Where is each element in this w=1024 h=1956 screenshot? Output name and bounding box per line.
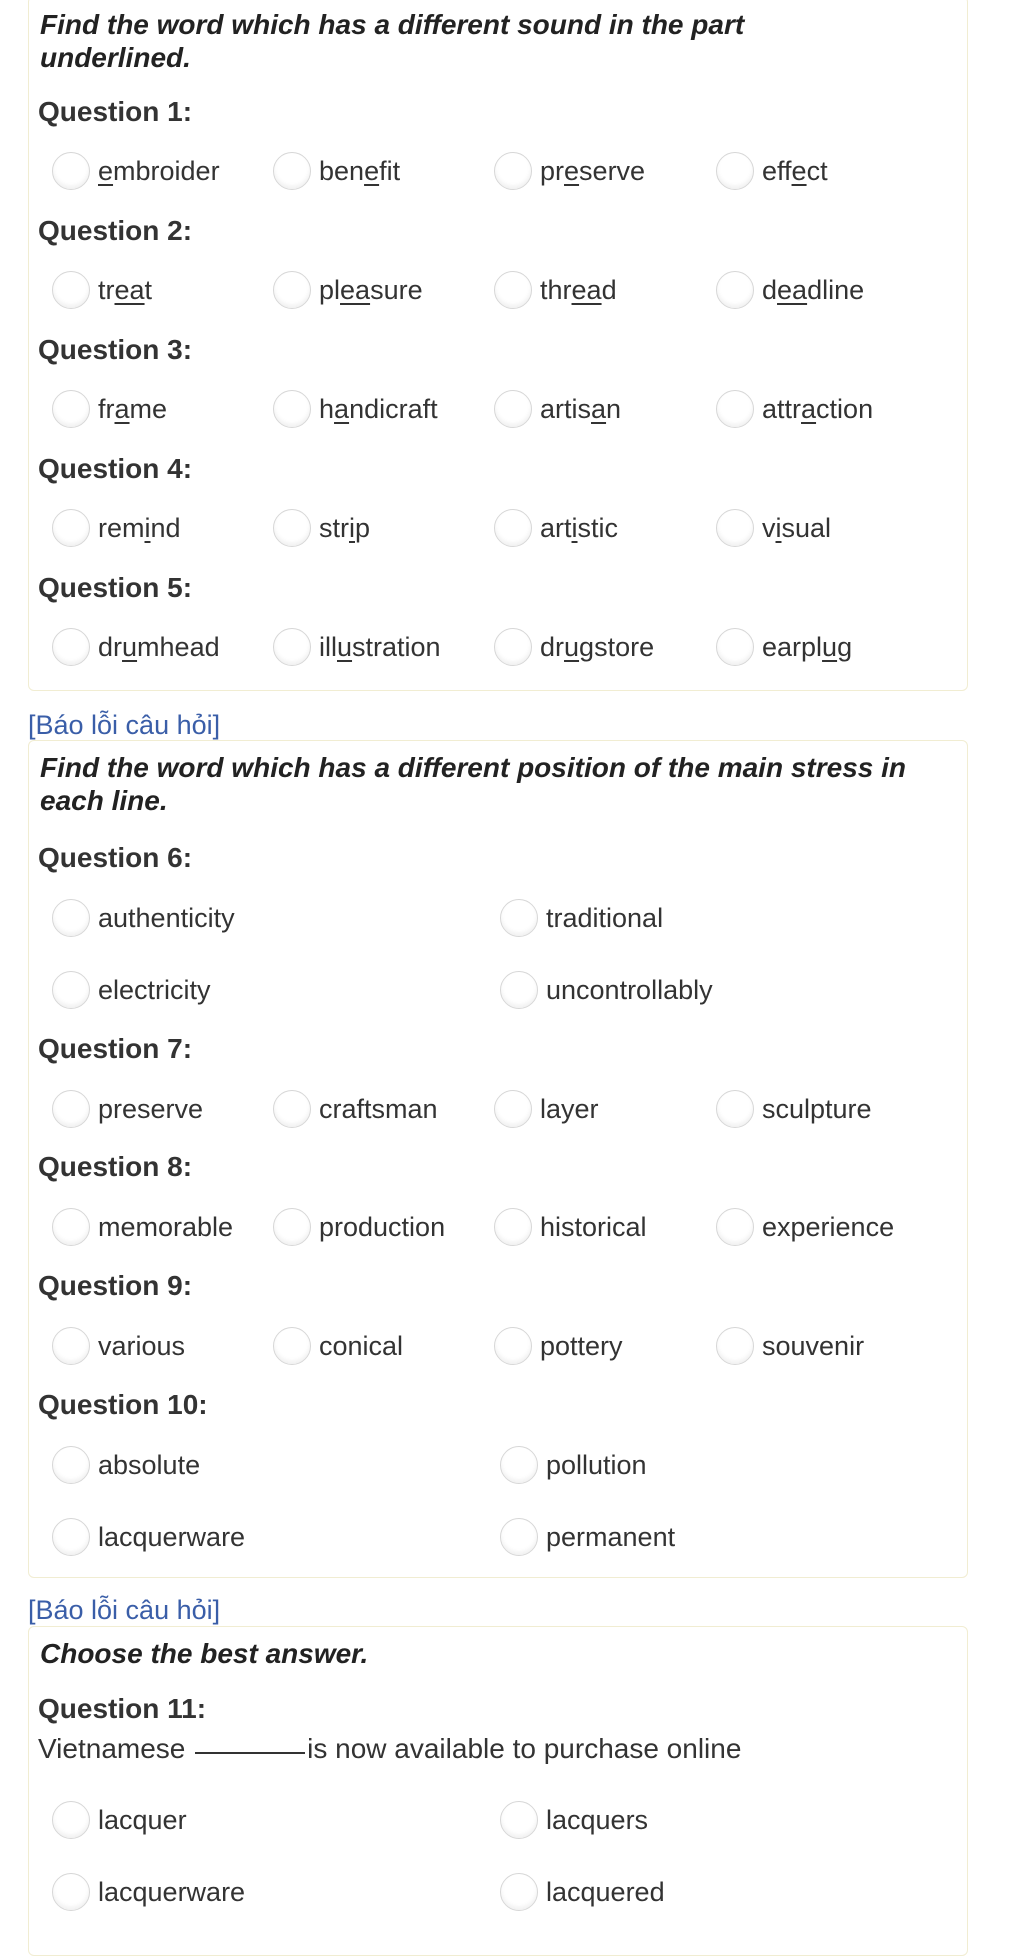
report-question-link[interactable]: [Báo lỗi câu hỏi] (28, 1595, 221, 1625)
option-text-pre: fr (98, 393, 115, 424)
option-label: permanent (546, 1521, 676, 1552)
option-text-under: a (114, 393, 130, 424)
option-text-post: stration (352, 631, 441, 662)
radio-button[interactable] (494, 1327, 532, 1365)
option-label (540, 275, 617, 306)
option-text-pre: art (540, 512, 572, 543)
option-text-pre: dr (98, 631, 123, 662)
answer-option[interactable] (494, 268, 617, 312)
option-label: souvenir (762, 1330, 865, 1361)
answer-option[interactable] (52, 625, 220, 669)
option-text-under: e (98, 155, 114, 186)
section3-instruction: Choose the best answer. (40, 1638, 369, 1669)
option-label: conical (319, 1330, 404, 1361)
option-text-post: ction (816, 393, 874, 424)
question-title: Question 9: (38, 1270, 193, 1301)
answer-option[interactable] (716, 268, 864, 312)
option-text-under: e (791, 155, 807, 186)
radio-button[interactable] (500, 899, 538, 937)
radio-button[interactable] (52, 1801, 90, 1839)
answer-option[interactable] (52, 268, 152, 312)
option-label (98, 275, 152, 306)
option-label: preserve (98, 1093, 204, 1124)
option-text-pre: ben (319, 155, 365, 186)
option-label: electricity (98, 974, 211, 1005)
option-label: experience (762, 1211, 895, 1242)
radio-button[interactable] (500, 971, 538, 1009)
option-label: lacquerware (98, 1521, 246, 1552)
radio-button[interactable] (273, 1327, 311, 1365)
option-text-pre: ill (319, 631, 337, 662)
radio-button[interactable] (494, 271, 532, 309)
answer-option[interactable] (500, 1515, 675, 1559)
option-text-under: a (334, 393, 350, 424)
radio-button[interactable] (52, 1446, 90, 1484)
option-text-pre: v (762, 512, 776, 543)
answer-option[interactable] (494, 1205, 647, 1249)
answer-option[interactable] (500, 1870, 665, 1914)
radio-button[interactable] (52, 1327, 90, 1365)
radio-button[interactable] (273, 152, 311, 190)
option-text-post: me (129, 393, 168, 424)
answer-option[interactable] (273, 1205, 445, 1249)
option-label: uncontrollably (546, 974, 713, 1005)
option-label: traditional (546, 902, 664, 933)
radio-button[interactable] (52, 271, 90, 309)
option-text-post: stic (577, 512, 619, 543)
radio-button[interactable] (716, 390, 754, 428)
radio-button[interactable] (494, 1090, 532, 1128)
answer-option[interactable] (52, 506, 181, 550)
answer-option[interactable] (273, 506, 370, 550)
option-text-under: u (564, 631, 580, 662)
option-label (762, 513, 831, 544)
answer-option[interactable] (716, 506, 831, 550)
answer-option[interactable] (273, 1324, 403, 1368)
question-title: Question 1: (38, 96, 193, 127)
radio-button[interactable] (52, 1873, 90, 1911)
question-title: Question 8: (38, 1151, 193, 1182)
answer-option[interactable] (716, 625, 852, 669)
option-text-under: u (822, 631, 838, 662)
option-label: lacquers (546, 1804, 649, 1835)
answer-blank (195, 1752, 305, 1754)
option-label: authenticity (98, 902, 235, 933)
option-text-post: fit (379, 155, 401, 186)
option-text-under: e (564, 155, 580, 186)
option-text-pre: tr (98, 274, 115, 305)
question-title: Question 11: (38, 1693, 207, 1724)
option-label: absolute (98, 1449, 201, 1480)
radio-button[interactable] (273, 509, 311, 547)
option-text-under: ea (340, 274, 371, 305)
option-text-post: p (355, 512, 371, 543)
section1-instruction: Find the word which has a different sound in the part underlined. (40, 9, 745, 73)
option-text-post: nd (150, 512, 181, 543)
option-label: pollution (546, 1449, 647, 1480)
option-text-pre: h (319, 393, 335, 424)
answer-option[interactable] (273, 268, 423, 312)
option-text-pre: pl (319, 274, 341, 305)
question-text-before: Vietnamese (38, 1733, 194, 1764)
radio-button[interactable] (273, 390, 311, 428)
radio-button[interactable] (52, 971, 90, 1009)
option-text-under: a (801, 393, 817, 424)
option-text-post: dline (807, 274, 865, 305)
question-text-after: is now available to purchase online (307, 1733, 742, 1764)
radio-button[interactable] (273, 628, 311, 666)
option-label: production (319, 1211, 446, 1242)
radio-button[interactable] (273, 1090, 311, 1128)
radio-button[interactable] (716, 152, 754, 190)
answer-option[interactable] (52, 1443, 200, 1487)
answer-option[interactable] (52, 1087, 203, 1131)
answer-option[interactable] (500, 968, 713, 1012)
answer-option[interactable] (494, 506, 618, 550)
option-label: pottery (540, 1330, 623, 1361)
radio-button[interactable] (500, 1873, 538, 1911)
answer-option[interactable] (500, 896, 663, 940)
answer-option[interactable] (52, 968, 211, 1012)
option-text-post: n (606, 393, 622, 424)
answer-option[interactable] (273, 387, 438, 431)
answer-option[interactable] (273, 1087, 438, 1131)
radio-button[interactable] (52, 509, 90, 547)
option-text-pre: dr (540, 631, 565, 662)
radio-button[interactable] (52, 1090, 90, 1128)
option-label (319, 156, 400, 187)
radio-button[interactable] (494, 628, 532, 666)
answer-option[interactable] (52, 896, 235, 940)
option-text-pre: str (319, 512, 349, 543)
option-label (98, 513, 181, 544)
option-text-post: ndicraft (349, 393, 438, 424)
option-text-pre: pr (540, 155, 565, 186)
answer-option[interactable] (500, 1798, 648, 1842)
radio-button[interactable] (716, 271, 754, 309)
radio-button[interactable] (273, 1208, 311, 1246)
radio-button[interactable] (500, 1446, 538, 1484)
option-label (319, 394, 438, 425)
radio-button[interactable] (716, 1327, 754, 1365)
answer-option[interactable] (494, 625, 654, 669)
option-text-under: ea (571, 274, 602, 305)
radio-button[interactable] (716, 628, 754, 666)
option-label (762, 275, 864, 306)
option-text-post: d (601, 274, 617, 305)
option-label (762, 394, 873, 425)
option-label: historical (540, 1211, 647, 1242)
answer-option[interactable] (716, 387, 873, 431)
option-text-under: a (591, 393, 607, 424)
radio-button[interactable] (494, 390, 532, 428)
option-text-post: sure (370, 274, 423, 305)
answer-option[interactable] (494, 387, 621, 431)
radio-button[interactable] (52, 628, 90, 666)
answer-option[interactable] (52, 1515, 245, 1559)
option-text-post: gstore (579, 631, 655, 662)
option-label (540, 513, 618, 544)
radio-button[interactable] (500, 1518, 538, 1556)
answer-option[interactable] (52, 387, 167, 431)
section2-instruction: Find the word which has a different position of the main stress in each line. (40, 752, 907, 816)
option-text-under: e (364, 155, 380, 186)
option-text-post: mbroider (113, 155, 220, 186)
answer-option[interactable] (494, 149, 645, 193)
option-text-pre: attr (762, 393, 802, 424)
answer-option[interactable] (500, 1443, 647, 1487)
option-label (319, 632, 441, 663)
option-label: craftsman (319, 1093, 438, 1124)
answer-option[interactable] (52, 1798, 187, 1842)
option-label (540, 156, 645, 187)
option-text-post: g (837, 631, 853, 662)
option-text-pre: artis (540, 393, 592, 424)
option-text-pre: eff (762, 155, 792, 186)
option-text-pre: rem (98, 512, 145, 543)
option-text-post: sual (781, 512, 832, 543)
option-label (762, 632, 852, 663)
option-text-pre: thr (540, 274, 572, 305)
answer-option[interactable] (716, 149, 828, 193)
answer-option[interactable] (52, 1205, 233, 1249)
option-label: lacquered (546, 1876, 665, 1907)
option-text-under: ea (114, 274, 145, 305)
radio-button[interactable] (716, 1208, 754, 1246)
answer-option[interactable] (494, 1087, 599, 1131)
option-text-post: serve (579, 155, 646, 186)
option-label (540, 632, 654, 663)
option-text-under: u (337, 631, 353, 662)
option-label: various (98, 1330, 186, 1361)
radio-button[interactable] (52, 152, 90, 190)
option-label (540, 394, 621, 425)
answer-option[interactable] (52, 1870, 245, 1914)
option-text-pre: earpl (762, 631, 823, 662)
option-label: memorable (98, 1211, 234, 1242)
answer-option[interactable] (273, 149, 400, 193)
question-title: Question 2: (38, 215, 193, 246)
radio-button[interactable] (716, 509, 754, 547)
option-text-under: ea (777, 274, 808, 305)
option-text-under: i (349, 512, 355, 543)
radio-button[interactable] (494, 152, 532, 190)
option-text-under: i (571, 512, 578, 543)
question-title: Question 7: (38, 1033, 193, 1064)
radio-button[interactable] (52, 1518, 90, 1556)
option-label (98, 156, 220, 187)
option-text-under: i (144, 512, 151, 543)
radio-button[interactable] (52, 1208, 90, 1246)
option-label (762, 156, 828, 187)
radio-button[interactable] (716, 1090, 754, 1128)
question-title: Question 5: (38, 572, 193, 603)
radio-button[interactable] (52, 899, 90, 937)
question-title: Question 10: (38, 1389, 208, 1420)
question-title: Question 6: (38, 842, 193, 873)
question-title: Question 4: (38, 453, 193, 484)
report-question-link[interactable]: [Báo lỗi câu hỏi] (28, 710, 221, 740)
question-title: Question 3: (38, 334, 193, 365)
option-label (319, 513, 370, 544)
radio-button[interactable] (273, 271, 311, 309)
option-label (319, 275, 423, 306)
option-text-under: i (775, 512, 782, 543)
radio-button[interactable] (494, 1208, 532, 1246)
question-text (38, 1733, 741, 1765)
answer-option[interactable] (494, 1324, 623, 1368)
option-text-post: mhead (137, 631, 220, 662)
option-text-post: t (144, 274, 153, 305)
option-label (98, 394, 167, 425)
answer-option[interactable] (716, 1087, 872, 1131)
radio-button[interactable] (52, 390, 90, 428)
option-text-under: u (122, 631, 138, 662)
option-text-post: ct (806, 155, 828, 186)
answer-option[interactable] (716, 1324, 864, 1368)
answer-option[interactable] (273, 625, 441, 669)
option-label: lacquerware (98, 1876, 246, 1907)
radio-button[interactable] (500, 1801, 538, 1839)
answer-option[interactable] (52, 149, 220, 193)
radio-button[interactable] (494, 509, 532, 547)
option-label: lacquer (98, 1804, 187, 1835)
answer-option[interactable] (52, 1324, 185, 1368)
option-label (98, 632, 220, 663)
option-text-pre: d (762, 274, 778, 305)
option-label: sculpture (762, 1093, 872, 1124)
option-label: layer (540, 1093, 599, 1124)
answer-option[interactable] (716, 1205, 894, 1249)
